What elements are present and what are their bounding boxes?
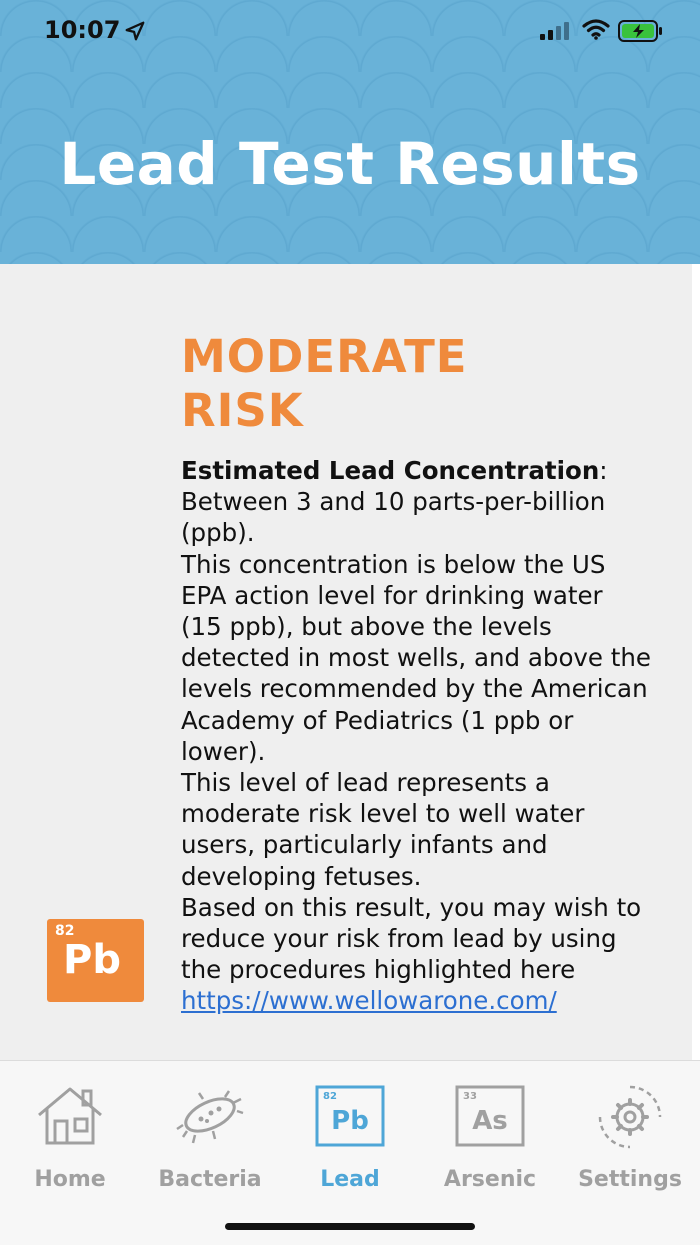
risk-paragraph: This level of lead represents a moderate risk level to well water users, particularly infants and developing fetuses. bbox=[181, 768, 585, 891]
tab-home[interactable] bbox=[0, 1061, 140, 1211]
svg-text:82: 82 bbox=[323, 1091, 337, 1102]
estimate-label: Estimated Lead Concentration bbox=[181, 456, 600, 485]
tab-bacteria[interactable] bbox=[140, 1061, 280, 1211]
battery-icon bbox=[618, 20, 664, 42]
element-symbol: Pb bbox=[63, 937, 121, 983]
procedures-link[interactable]: https://www.wellowarone.com/ bbox=[181, 986, 557, 1016]
tab-lead[interactable] bbox=[280, 1061, 420, 1211]
page-title: Lead Test Results bbox=[59, 130, 641, 198]
risk-level-line: MODERATE bbox=[181, 330, 468, 383]
tab-arsenic[interactable] bbox=[420, 1061, 560, 1211]
estimate-paragraph bbox=[181, 455, 651, 549]
tab-label: Home bbox=[34, 1167, 106, 1192]
result-description bbox=[181, 455, 651, 1017]
tab-bar bbox=[0, 1060, 700, 1245]
svg-text:As: As bbox=[472, 1106, 508, 1136]
tab-settings[interactable] bbox=[560, 1061, 700, 1211]
header bbox=[0, 0, 700, 264]
svg-text:33: 33 bbox=[463, 1091, 477, 1102]
risk-level-line: RISK bbox=[181, 384, 304, 437]
tab-label: Arsenic bbox=[443, 1167, 537, 1192]
cellular-signal-icon bbox=[540, 22, 574, 40]
element-number: 82 bbox=[55, 923, 75, 939]
status-time: 10:07 bbox=[44, 16, 121, 44]
home-indicator[interactable] bbox=[225, 1223, 475, 1230]
epa-paragraph: This concentration is below the US EPA action level for drinking water (15 ppb), but above the levels detected in most wells, and above the levels recommended by the American Academy of Pediatrics (1 ppb or lower). bbox=[181, 549, 651, 766]
status-bar bbox=[0, 0, 700, 64]
estimate-value: : Between 3 and 10 parts-per-billion (ppb). bbox=[181, 456, 608, 548]
tab-label: Settings bbox=[578, 1167, 682, 1192]
lead-element-icon bbox=[315, 1085, 385, 1149]
arsenic-element-icon bbox=[455, 1085, 525, 1149]
risk-level-heading bbox=[181, 330, 541, 438]
recommendation-paragraph bbox=[181, 892, 651, 1017]
svg-text:Pb: Pb bbox=[331, 1106, 369, 1136]
bacteria-icon bbox=[175, 1085, 245, 1149]
location-arrow-icon bbox=[124, 20, 146, 42]
house-icon bbox=[35, 1085, 105, 1149]
wifi-icon bbox=[582, 18, 610, 40]
recommendation-text: Based on this result, you may wish to reduce your risk from lead by using the procedures highlighted here bbox=[181, 892, 642, 985]
lead-element-tile bbox=[47, 919, 144, 1002]
gear-icon bbox=[595, 1085, 665, 1149]
tab-label: Bacteria bbox=[158, 1167, 262, 1192]
tab-label: Lead bbox=[320, 1167, 380, 1192]
